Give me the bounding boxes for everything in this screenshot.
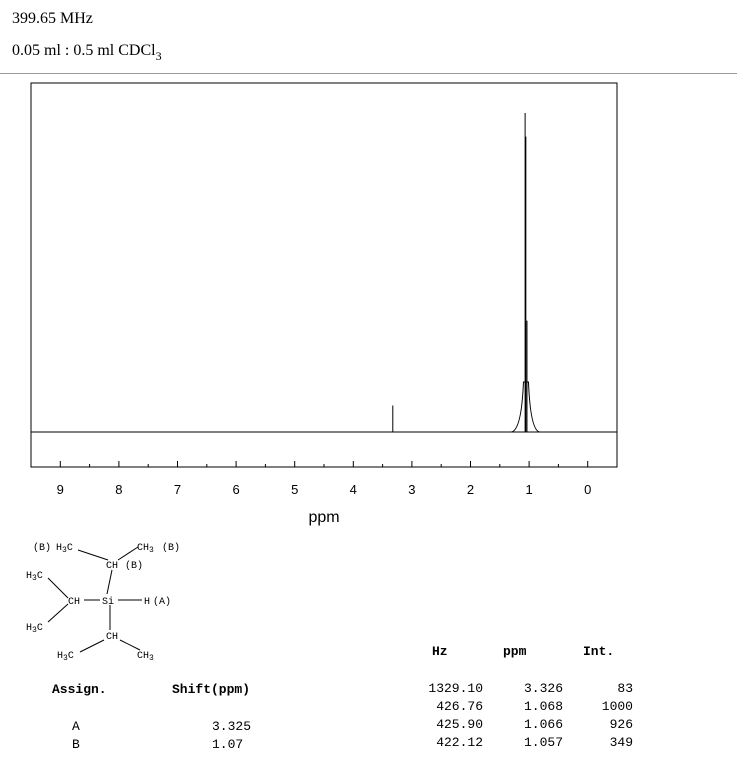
x-axis-ticks bbox=[31, 461, 617, 497]
x-tick-label-8: 8 bbox=[115, 482, 123, 497]
peak-int-header: Int. bbox=[583, 644, 615, 659]
assign-row-b-shift: 1.07 bbox=[212, 737, 244, 752]
x-tick-label-3: 3 bbox=[408, 482, 416, 497]
peak-row-4-hz: 422.12 bbox=[436, 735, 483, 750]
struct-label-ch-top: CH bbox=[106, 561, 119, 572]
x-tick-label-9: 9 bbox=[56, 482, 64, 497]
struct-label-h3c-left: $H_3C$ bbox=[26, 571, 43, 583]
peak-ppm-header: ppm bbox=[503, 644, 527, 659]
peak-row-4-ppm: 1.057 bbox=[523, 735, 563, 750]
x-tick-label-6: 6 bbox=[232, 482, 240, 497]
struct-label-ch3-top: $CH_3$ bbox=[137, 543, 154, 555]
x-tick-label-2: 2 bbox=[466, 482, 475, 497]
struct-label-b3: (B) bbox=[125, 561, 144, 572]
assign-row-a-shift: 3.325 bbox=[212, 719, 252, 734]
struct-label-h3c-top: $H_3C$ bbox=[56, 543, 73, 555]
struct-label-b2: (B) bbox=[162, 543, 181, 554]
struct-label-a: (A) bbox=[153, 597, 172, 608]
x-tick-label-1: 1 bbox=[525, 482, 533, 497]
peak-row-3-ppm: 1.066 bbox=[523, 717, 563, 732]
x-axis-label: ppm bbox=[308, 509, 340, 526]
x-tick-label-4: 4 bbox=[349, 482, 357, 497]
solvent-subscript: 3 bbox=[155, 49, 162, 63]
header-divider bbox=[0, 73, 737, 74]
peak-row-4-int: 349 bbox=[609, 735, 633, 750]
peak-row-2-hz: 426.76 bbox=[436, 699, 483, 714]
struct-label-h3c-left2: $H_3C$ bbox=[26, 623, 43, 635]
x-tick-label-5: 5 bbox=[291, 482, 299, 497]
spectrometer-frequency: 399.65 MHz bbox=[12, 10, 93, 27]
struct-label-si: Si bbox=[102, 597, 115, 608]
struct-label-h3c-bottom: $H_3C$ bbox=[57, 651, 74, 663]
struct-label-h: H bbox=[144, 597, 151, 608]
spectrum-peaks bbox=[393, 113, 540, 432]
peak-row-2-ppm: 1.068 bbox=[523, 699, 563, 714]
struct-label-b1: (B) bbox=[33, 543, 52, 554]
peak-row-2-int: 1000 bbox=[601, 699, 633, 714]
peak-row-3-int: 926 bbox=[609, 717, 633, 732]
plot-frame bbox=[31, 83, 617, 467]
peak-row-3-hz: 425.90 bbox=[436, 717, 483, 732]
peak-hz-header: Hz bbox=[432, 644, 448, 659]
peak-row-1-hz: 1329.10 bbox=[428, 681, 483, 696]
struct-label-ch-bottom: CH bbox=[106, 632, 119, 643]
molecule-structure bbox=[0, 530, 220, 670]
sample-solvent bbox=[12, 42, 162, 64]
x-tick-label-7: 7 bbox=[173, 482, 182, 497]
peak-row-1-int: 83 bbox=[617, 681, 633, 696]
nmr-spectrum-chart bbox=[0, 75, 737, 535]
assign-row-a-label: A bbox=[72, 719, 80, 734]
solvent-text: 0.05 ml : 0.5 ml CDCl bbox=[12, 42, 156, 59]
peak-row-1-ppm: 3.326 bbox=[523, 681, 563, 696]
assign-header: Assign. bbox=[52, 682, 107, 697]
struct-label-ch3-bottom: $CH_3$ bbox=[137, 651, 154, 663]
assign-row-b-label: B bbox=[72, 737, 80, 752]
struct-label-ch-left: CH bbox=[68, 597, 81, 608]
shift-header: Shift(ppm) bbox=[172, 682, 251, 697]
x-tick-label-0: 0 bbox=[584, 482, 592, 497]
